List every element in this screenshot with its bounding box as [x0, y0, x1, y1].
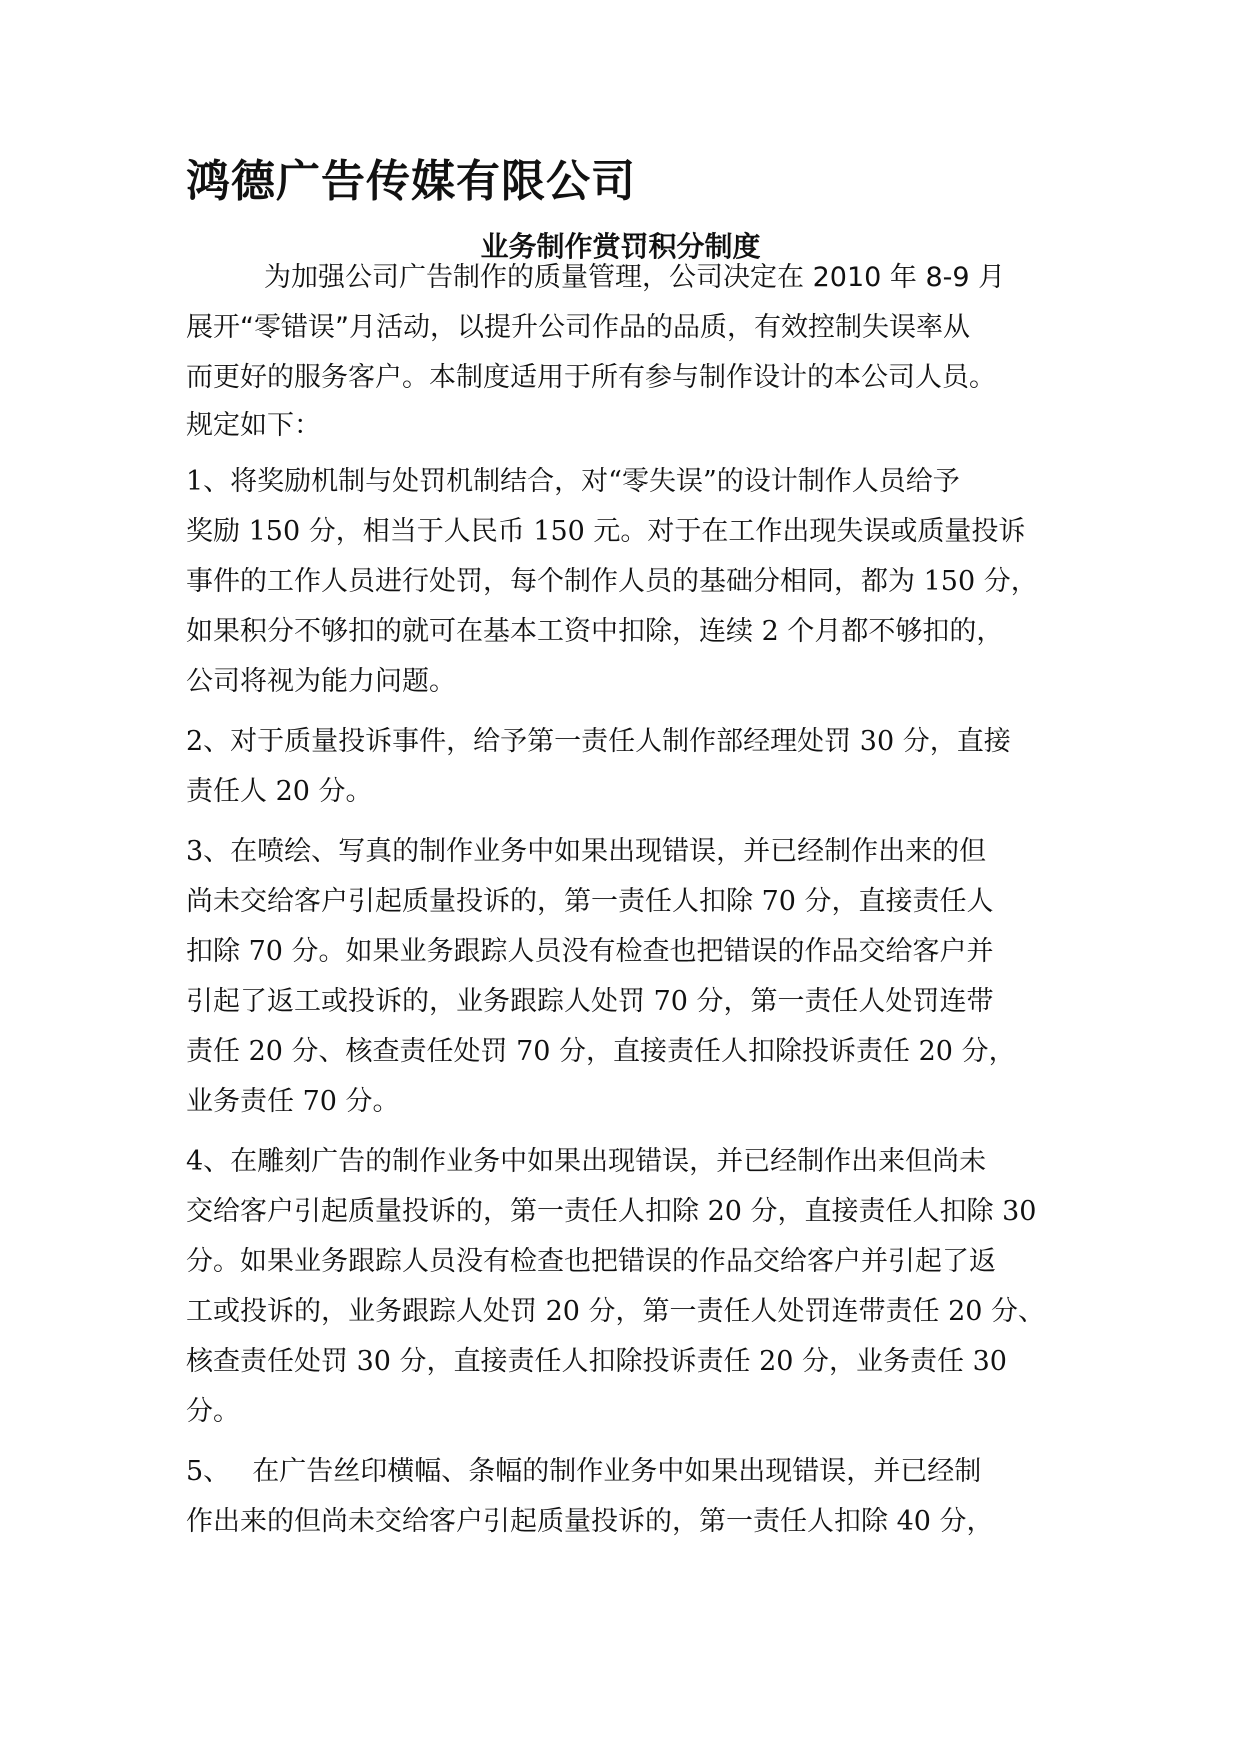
intro-line: 为加强公司广告制作的质量管理，公司决定在 2010 年 8-9 月 [264, 262, 1006, 293]
rule-line: 如果积分不够扣的就可在基本工资中扣除，连续 2 个月都不够扣的， [186, 616, 1004, 647]
rule-line: 1、将奖励机制与处罚机制结合，对“零失误”的设计制作人员给予 [186, 466, 960, 497]
rule-line: 分。如果业务跟踪人员没有检查也把错误的作品交给客户并引起了返 [186, 1246, 996, 1277]
rule-line: 扣除 70 分。如果业务跟踪人员没有检查也把错误的作品交给客户并 [186, 936, 994, 967]
rule-line: 责任 20 分、核查责任处罚 70 分，直接责任人扣除投诉责任 20 分， [186, 1036, 1016, 1067]
rule-line: 业务责任 70 分。 [186, 1086, 400, 1117]
document-title: 业务制作赏罚积分制度 [480, 230, 761, 263]
intro-line: 规定如下： [186, 410, 321, 441]
rule-line: 引起了返工或投诉的，业务跟踪人处罚 70 分，第一责任人处罚连带 [186, 986, 994, 1017]
rule-line: 2、对于质量投诉事件，给予第一责任人制作部经理处罚 30 分，直接 [186, 726, 1011, 757]
intro-line: 展开“零错误”月活动，以提升公司作品的品质，有效控制失误率从 [186, 312, 970, 343]
intro-line: 而更好的服务客户。本制度适用于所有参与制作设计的本公司人员。 [186, 362, 996, 393]
rule-line: 工或投诉的，业务跟踪人处罚 20 分，第一责任人处罚连带责任 20 分、 [186, 1296, 1046, 1327]
rule-line: 分。 [186, 1396, 240, 1427]
rule-line: 事件的工作人员进行处罚，每个制作人员的基础分相同，都为 150 分， [186, 566, 1038, 597]
rule-line: 3、在喷绘、写真的制作业务中如果出现错误，并已经制作出来的但 [186, 836, 987, 867]
rule-line: 作出来的但尚未交给客户引起质量投诉的，第一责任人扣除 40 分， [186, 1506, 994, 1537]
rule-line: 核查责任处罚 30 分，直接责任人扣除投诉责任 20 分，业务责任 30 [186, 1346, 1007, 1377]
rule-line: 4、在雕刻广告的制作业务中如果出现错误，并已经制作出来但尚未 [186, 1146, 987, 1177]
rule-line: 责任人 20 分。 [186, 776, 373, 807]
rule-line: 尚未交给客户引起质量投诉的，第一责任人扣除 70 分，直接责任人 [186, 886, 994, 917]
rule-line: 交给客户引起质量投诉的，第一责任人扣除 20 分，直接责任人扣除 30 [186, 1196, 1037, 1227]
rule-line: 奖励 150 分，相当于人民币 150 元。对于在工作出现失误或质量投诉 [186, 516, 1026, 547]
company-name: 鸿德广告传媒有限公司 [186, 156, 636, 207]
rule-line: 公司将视为能力问题。 [186, 666, 456, 697]
rule-line: 5、 在广告丝印横幅、条幅的制作业务中如果出现错误，并已经制 [186, 1456, 982, 1487]
